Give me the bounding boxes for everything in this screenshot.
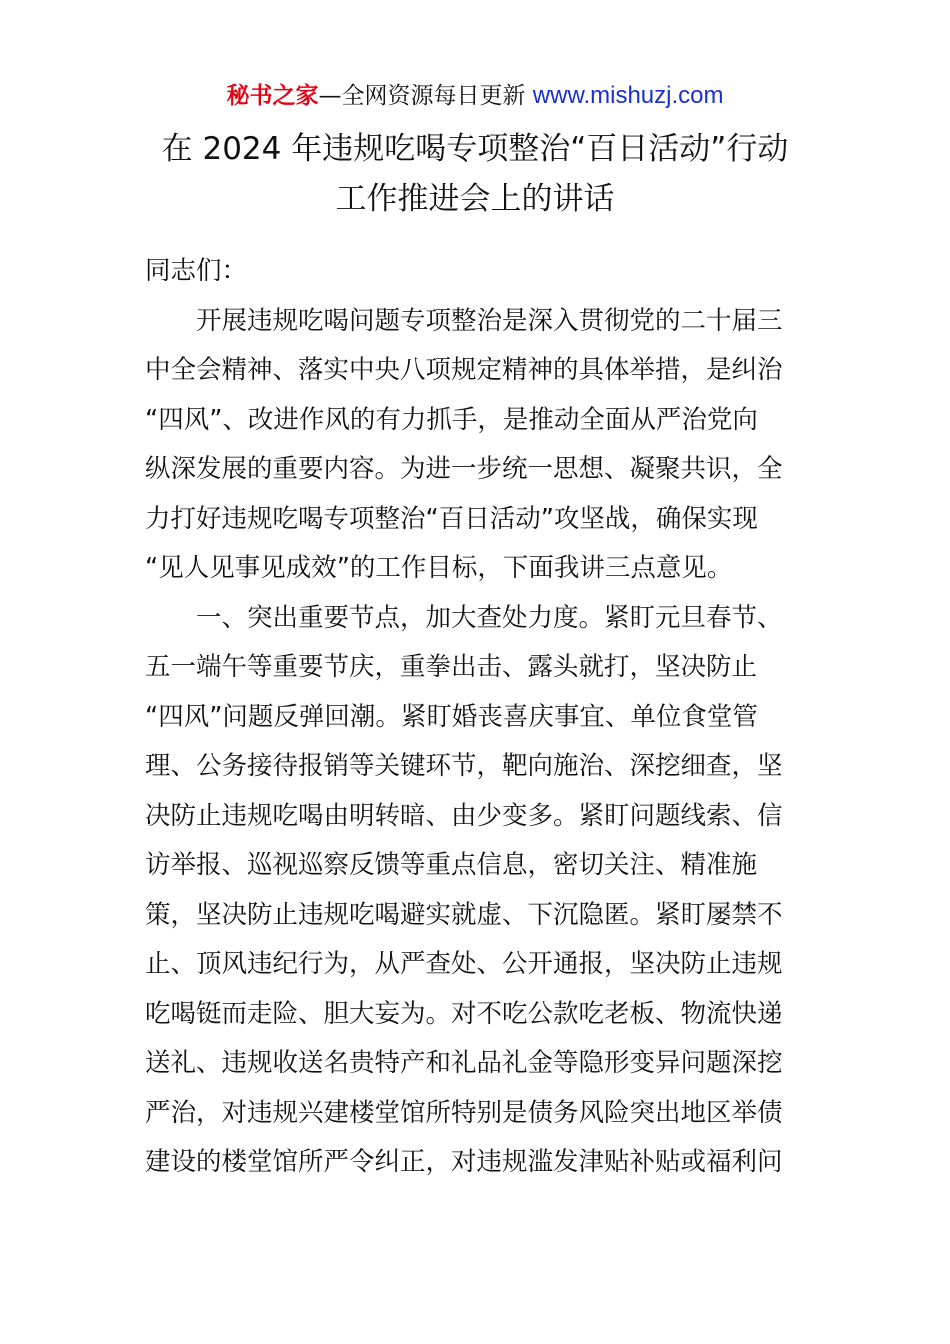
text-line: 开展违规吃喝问题专项整治是深入贯彻党的二十届三 <box>196 305 783 336</box>
text-line: 力打好违规吃喝专项整治“百日活动”攻坚战，确保实现 <box>145 503 758 534</box>
site-url-link[interactable]: www.mishuzj.com <box>532 82 724 109</box>
text-line: 访举报、巡视巡察反馈等重点信息，密切关注、精准施 <box>145 850 758 880</box>
title-line: 在 2024 年违规吃喝专项整治“百日活动”行动 <box>161 131 789 167</box>
text-line: 五一端午等重要节庆，重拳出击、露头就打，坚决防止 <box>145 652 758 682</box>
document-title <box>0 124 950 224</box>
text-line: 吃喝铤而走险、胆大妄为。对不吃公款吃老板、物流快递 <box>145 998 783 1029</box>
document-body <box>145 247 809 1188</box>
text-line: 严治，对违规兴建楼堂馆所特别是债务风险突出地区举债 <box>145 1097 783 1128</box>
paragraph-point-one <box>145 594 809 1188</box>
text-line: 止、顶风违纪行为，从严查处、公开通报，坚决防止违规 <box>145 949 783 979</box>
text-line: 理、公务接待报销等关键环节，靶向施治、深挖细查，坚 <box>145 751 783 781</box>
salutation: 同志们： <box>145 256 248 286</box>
text-line: 建设的楼堂馆所严令纠正，对违规滥发津贴补贴或福利问 <box>145 1147 783 1177</box>
site-tagline: —全网资源每日更新 <box>318 83 526 109</box>
site-brand[interactable]: 秘书之家 <box>226 83 319 109</box>
text-line: 送礼、违规收送名贵特产和礼品礼金等隐形变异问题深挖 <box>145 1048 783 1078</box>
text-line: 纵深发展的重要内容。为进一步统一思想、凝聚共识，全 <box>145 454 783 484</box>
site-header <box>0 78 950 114</box>
text-line: “见人见事见成效”的工作目标，下面我讲三点意见。 <box>145 553 733 583</box>
text-line: 中全会精神、落实中央八项规定精神的具体举措，是纠治 <box>145 355 783 385</box>
paragraph-intro <box>145 297 809 594</box>
text-line: 决防止违规吃喝由明转暗、由少变多。紧盯问题线索、信 <box>145 800 783 831</box>
text-line: “四风”、改进作风的有力抓手，是推动全面从严治党向 <box>145 404 758 435</box>
text-line: 一、突出重要节点，加大查处力度。紧盯元旦春节、 <box>196 602 783 633</box>
text-line: “四风”问题反弹回潮。紧盯婚丧喜庆事宜、单位食堂管 <box>145 701 758 732</box>
text-line: 策，坚决防止违规吃喝避实就虚、下沉隐匿。紧盯屡禁不 <box>145 899 783 930</box>
title-line: 工作推进会上的讲话 <box>335 181 615 217</box>
